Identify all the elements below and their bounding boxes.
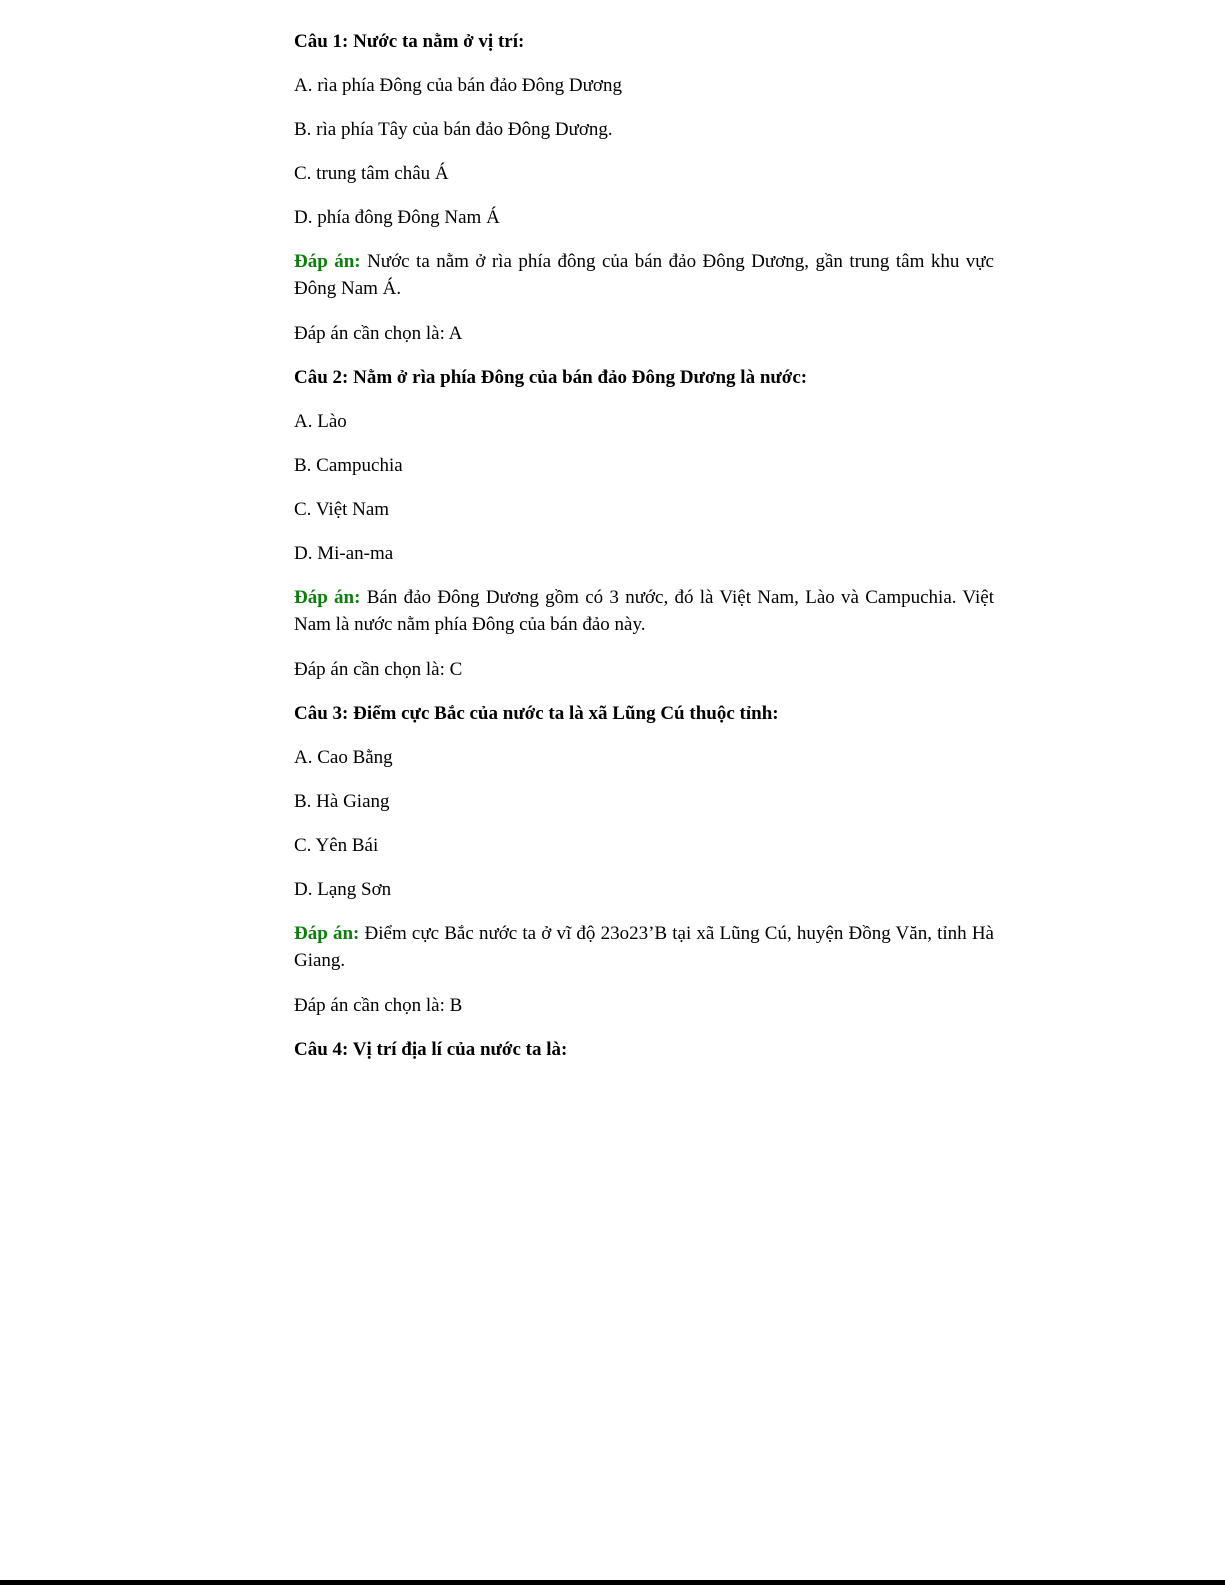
answer-label: Đáp án: — [294, 587, 361, 608]
option-b: B. Hà Giang — [294, 791, 390, 812]
answer-text: Điểm cực Bắc nước ta ở vĩ độ 23o23’B tại xã Lũng Cú, huyện Đồng Văn, tỉnh Hà Giang. — [294, 923, 994, 971]
page-bottom-border — [0, 1580, 1225, 1585]
question-title: Câu 4: Vị trí địa lí của nước ta là: — [294, 1039, 568, 1060]
question-block-1 — [294, 28, 994, 347]
option-d: D. phía đông Đông Nam Á — [294, 207, 500, 228]
option-a: A. Cao Bằng — [294, 747, 393, 768]
option-d: D. Lạng Sơn — [294, 879, 392, 900]
question-title: Câu 2: Nằm ở rìa phía Đông của bán đảo Đông Dương là nước: — [294, 367, 808, 388]
option-c: C. Việt Nam — [294, 499, 390, 520]
option-d: D. Mi-an-ma — [294, 543, 394, 564]
option-b: B. Campuchia — [294, 455, 403, 476]
question-block-4 — [294, 1036, 994, 1063]
answer-explanation — [294, 920, 994, 974]
chosen-answer: Đáp án cần chọn là: A — [294, 323, 463, 344]
answer-explanation — [294, 584, 994, 638]
answer-label: Đáp án: — [294, 923, 360, 944]
question-block-2 — [294, 364, 994, 683]
question-title: Câu 1: Nước ta nằm ở vị trí: — [294, 31, 525, 52]
answer-explanation — [294, 248, 994, 302]
chosen-answer: Đáp án cần chọn là: B — [294, 995, 463, 1016]
answer-text: Bán đảo Đông Dương gồm có 3 nước, đó là Việt Nam, Lào và Campuchia. Việt Nam là nước nằm phía Đông của bán đảo này. — [294, 587, 995, 635]
option-b: B. rìa phía Tây của bán đảo Đông Dương. — [294, 119, 613, 140]
question-block-3 — [294, 700, 994, 1019]
question-title: Câu 3: Điểm cực Bắc của nước ta là xã Lũng Cú thuộc tỉnh: — [294, 703, 779, 724]
answer-text: Nước ta nằm ở rìa phía đông của bán đảo Đông Dương, gần trung tâm khu vực Đông Nam Á. — [294, 251, 994, 299]
answer-label: Đáp án: — [294, 251, 361, 272]
option-c: C. trung tâm châu Á — [294, 163, 449, 184]
option-c: C. Yên Bái — [294, 835, 379, 856]
option-a: A. rìa phía Đông của bán đảo Đông Dương — [294, 75, 622, 96]
option-a: A. Lào — [294, 411, 347, 432]
chosen-answer: Đáp án cần chọn là: C — [294, 659, 463, 680]
document-page — [294, 28, 994, 1080]
